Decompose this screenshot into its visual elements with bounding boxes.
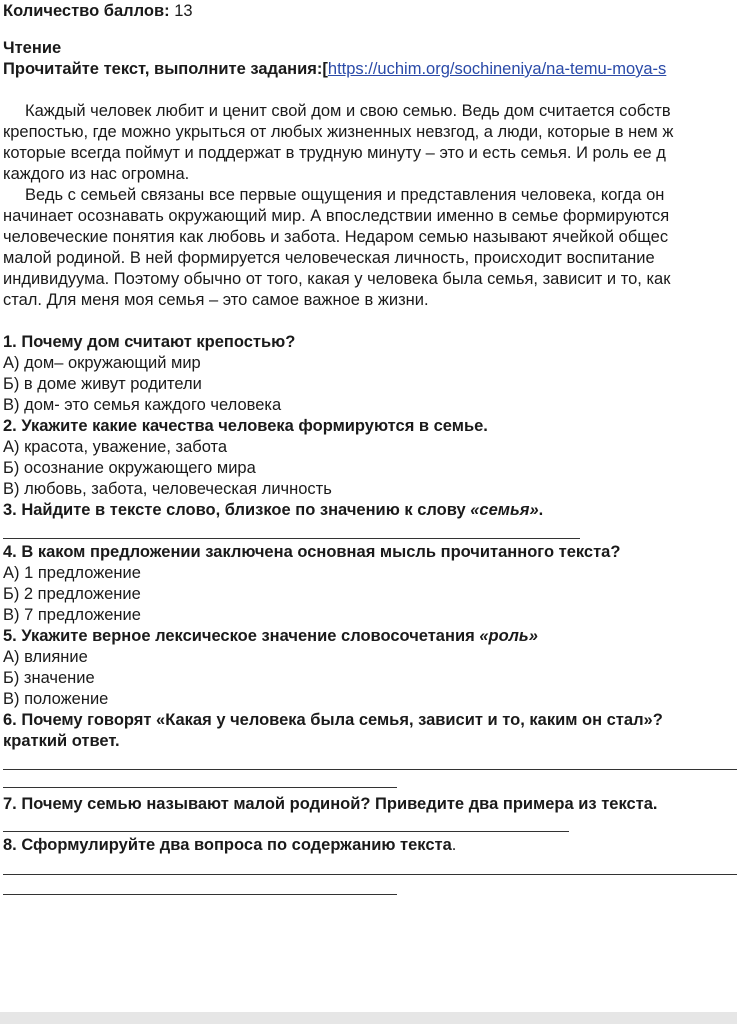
instruction-text: Прочитайте текст, выполните задания: xyxy=(3,60,323,78)
passage-line: которые всегда поймут и поддержат в трудную минуту – это и есть семья. И роль ее д xyxy=(3,144,666,162)
q5-text: 5. Укажите верное лексическое значение словосочетания xyxy=(3,627,480,645)
question-4: 4. В каком предложении заключена основная мысль прочитанного текста? xyxy=(3,543,621,561)
answer-line[interactable] xyxy=(3,769,737,770)
passage-line: стал. Для меня моя семья – это самое важное в жизни. xyxy=(3,291,429,309)
q1-option-c: В) дом- это семья каждого человека xyxy=(3,396,282,414)
q8-text: 8. Сформулируйте два вопроса по содержанию текста xyxy=(3,836,452,854)
passage-line: каждого из нас огромна. xyxy=(3,165,190,183)
passage-line: Ведь с семьей связаны все первые ощущения и представления человека, когда он xyxy=(25,186,665,204)
q1-option-a: А) дом– окружающий мир xyxy=(3,354,201,372)
answer-line[interactable] xyxy=(3,787,397,788)
passage-line: начинает осознавать окружающий мир. А впоследствии именно в семье формируются xyxy=(3,207,670,225)
passage-line: малой родиной. В ней формируется человеческая личность, происходит воспитание xyxy=(3,249,655,267)
q1-option-b: Б) в доме живут родители xyxy=(3,375,202,393)
question-1: 1. Почему дом считают крепостью? xyxy=(3,333,296,351)
q3-emphasis: «семья» xyxy=(470,501,539,519)
q3-text: 3. Найдите в тексте слово, близкое по значению к слову xyxy=(3,501,471,519)
answer-line[interactable] xyxy=(3,831,569,832)
source-link[interactable]: https://uchim.org/sochineniya/na-temu-moya-s xyxy=(327,60,667,78)
question-8 xyxy=(3,835,456,855)
q2-option-c: В) любовь, забота, человеческая личность xyxy=(3,480,332,498)
bottom-edge xyxy=(0,1012,737,1024)
score-value: 13 xyxy=(174,2,193,20)
question-6-cont: краткий ответ. xyxy=(3,732,120,750)
question-7: 7. Почему семью называют малой родиной? Приведите два примера из текста. xyxy=(3,795,658,813)
answer-line[interactable] xyxy=(3,894,397,895)
q4-option-c: В) 7 предложение xyxy=(3,606,141,624)
q2-option-b: Б) осознание окружающего мира xyxy=(3,459,256,477)
q3-tail: . xyxy=(538,501,544,519)
q5-option-b: Б) значение xyxy=(3,669,95,687)
passage-line: человеческие понятия как любовь и забота. Недаром семью называют ячейкой общес xyxy=(3,228,669,246)
instruction-bracket: [ xyxy=(322,60,328,78)
section-title: Чтение xyxy=(3,39,62,57)
q8-tail: . xyxy=(451,836,457,854)
answer-line[interactable] xyxy=(3,538,580,539)
q4-option-b: Б) 2 предложение xyxy=(3,585,141,603)
q2-option-a: А) красота, уважение, забота xyxy=(3,438,228,456)
q5-option-c: В) положение xyxy=(3,690,109,708)
score-line xyxy=(3,1,193,21)
question-3 xyxy=(3,500,543,520)
score-label: Количество баллов: xyxy=(3,2,170,20)
question-6: 6. Почему говорят «Какая у человека была семья, зависит и то, каким он стал»? xyxy=(3,711,663,729)
question-5 xyxy=(3,626,538,646)
passage-line: крепостью, где можно укрыться от любых жизненных невзгод, а люди, которые в нем ж xyxy=(3,123,674,141)
q5-emphasis: «роль» xyxy=(479,627,538,645)
q5-option-a: А) влияние xyxy=(3,648,88,666)
q4-option-a: А) 1 предложение xyxy=(3,564,141,582)
answer-line[interactable] xyxy=(3,874,737,875)
question-2: 2. Укажите какие качества человека формируются в семье. xyxy=(3,417,488,435)
passage-line: индивидуума. Поэтому обычно от того, какая у человека была семья, зависит и то, как xyxy=(3,270,671,288)
instruction-line xyxy=(3,59,666,79)
passage-line: Каждый человек любит и ценит свой дом и свою семью. Ведь дом считается собств xyxy=(25,102,671,120)
